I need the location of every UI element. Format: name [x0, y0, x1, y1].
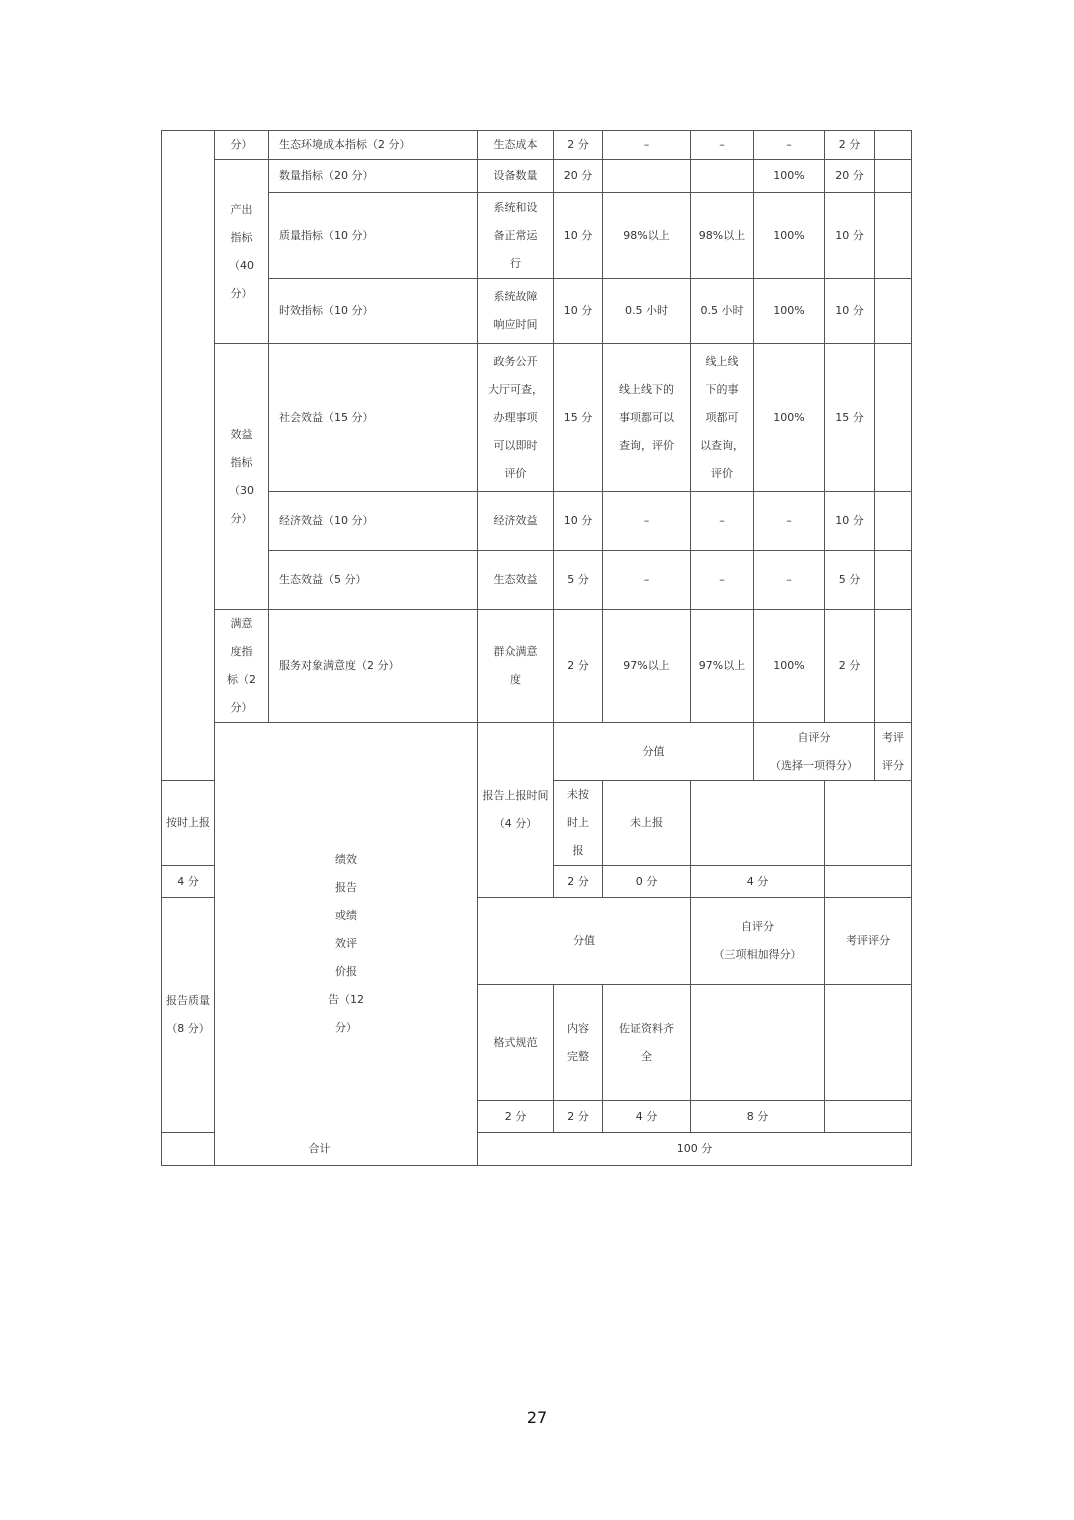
- value-cell: 2 分: [554, 1101, 603, 1133]
- review-score-cell: [875, 492, 912, 551]
- actual-cell: 98%以上: [691, 193, 754, 279]
- table-row: [162, 279, 912, 344]
- review-score-cell: [875, 160, 912, 193]
- table-row: [162, 344, 912, 492]
- option-cell: 按时上报: [162, 781, 215, 866]
- self-score-cell: 4 分: [691, 866, 825, 898]
- total-label-cell: 合计: [162, 1133, 478, 1166]
- self-score-cell: 10 分: [825, 279, 875, 344]
- target-cell: 97%以上: [603, 610, 691, 723]
- self-score-cell: 10 分: [825, 193, 875, 279]
- review-score-cell: [825, 866, 912, 898]
- option-cell: 佐证资料齐 全: [603, 985, 691, 1101]
- actual-cell: –: [691, 492, 754, 551]
- indicator-cell: 数量指标（20 分）: [269, 160, 478, 193]
- indicator-cell: 时效指标（10 分）: [269, 279, 478, 344]
- score-cell: 2 分: [554, 610, 603, 723]
- review-score-header-cell: 考评评分: [825, 898, 912, 985]
- rate-cell: 100%: [754, 610, 825, 723]
- target-cell: –: [603, 551, 691, 610]
- review-score-cell: [825, 985, 912, 1101]
- self-score-cell: 2 分: [825, 131, 875, 160]
- target-cell: –: [603, 492, 691, 551]
- option-cell: 格式规范: [478, 985, 554, 1101]
- table-row: [162, 1133, 912, 1166]
- option-cell: 未上报: [603, 781, 691, 866]
- category-cell: 绩效 报告 或绩 效评 价报 告（12 分）: [215, 723, 478, 1166]
- content-cell: 群众满意 度: [478, 610, 554, 723]
- review-score-header-cell: 考评 评分: [875, 723, 912, 781]
- table-row: [162, 723, 912, 781]
- self-score-cell: 20 分: [825, 160, 875, 193]
- category-cell: 满意 度指 标（2 分）: [215, 610, 269, 723]
- table-row: [162, 492, 912, 551]
- self-score-cell: 10 分: [825, 492, 875, 551]
- indicator-cell: 经济效益（10 分）: [269, 492, 478, 551]
- score-cell: 15 分: [554, 344, 603, 492]
- score-cell: 10 分: [554, 492, 603, 551]
- score-cell: 20 分: [554, 160, 603, 193]
- review-score-cell: [825, 1101, 912, 1133]
- rate-cell: –: [754, 492, 825, 551]
- self-score-cell: 15 分: [825, 344, 875, 492]
- review-score-cell: [875, 344, 912, 492]
- value-cell: 4 分: [162, 866, 215, 898]
- target-cell: –: [603, 131, 691, 160]
- actual-cell: 0.5 小时: [691, 279, 754, 344]
- review-score-cell: [875, 610, 912, 723]
- indicator-cell: 社会效益（15 分）: [269, 344, 478, 492]
- value-header-cell: 分值: [554, 723, 754, 781]
- self-score-cell: 5 分: [825, 551, 875, 610]
- indicator-cell: 报告质量（8 分）: [162, 898, 215, 1133]
- review-score-cell: [875, 193, 912, 279]
- table-row: [162, 131, 912, 160]
- performance-evaluation-table: [161, 130, 912, 1166]
- target-cell: 0.5 小时: [603, 279, 691, 344]
- indicator-cell: 生态环境成本指标（2 分）: [269, 131, 478, 160]
- score-cell: 5 分: [554, 551, 603, 610]
- rate-cell: 100%: [754, 279, 825, 344]
- rate-cell: 100%: [754, 344, 825, 492]
- table-row: [162, 193, 912, 279]
- content-cell: 系统故障 响应时间: [478, 279, 554, 344]
- content-cell: 生态效益: [478, 551, 554, 610]
- self-score-header-cell: 自评分 （三项相加得分）: [691, 898, 825, 985]
- score-cell: 10 分: [554, 279, 603, 344]
- content-cell: 政务公开 大厅可查， 办理事项 可以即时 评价: [478, 344, 554, 492]
- score-cell: 2 分: [554, 131, 603, 160]
- indicator-cell: 生态效益（5 分）: [269, 551, 478, 610]
- rate-cell: 100%: [754, 160, 825, 193]
- review-score-cell: [875, 131, 912, 160]
- actual-cell: [691, 160, 754, 193]
- actual-cell: 线上线 下的事 项都可 以查询， 评价: [691, 344, 754, 492]
- target-cell: [603, 160, 691, 193]
- option-cell: 未按 时上 报: [554, 781, 603, 866]
- review-score-cell: [875, 279, 912, 344]
- category-cell: 产出 指标 （40 分）: [215, 160, 269, 344]
- table-row: [162, 160, 912, 193]
- self-score-cell: 2 分: [825, 610, 875, 723]
- table-cell: [162, 131, 215, 781]
- total-value-cell: 100 分: [478, 1133, 912, 1166]
- value-header-cell: 分值: [478, 898, 691, 985]
- value-cell: 2 分: [478, 1101, 554, 1133]
- category-cell: 效益 指标 （30 分）: [215, 344, 269, 610]
- indicator-cell: 报告上报时间（4 分）: [478, 723, 554, 898]
- rate-cell: –: [754, 131, 825, 160]
- content-cell: 生态成本: [478, 131, 554, 160]
- self-score-header-cell: 自评分 （选择一项得分）: [754, 723, 875, 781]
- table-row: [162, 610, 912, 723]
- rate-cell: 100%: [754, 193, 825, 279]
- actual-cell: 97%以上: [691, 610, 754, 723]
- actual-cell: –: [691, 131, 754, 160]
- value-cell: 0 分: [603, 866, 691, 898]
- review-score-cell: [825, 781, 912, 866]
- content-cell: 设备数量: [478, 160, 554, 193]
- rate-cell: –: [754, 551, 825, 610]
- indicator-cell: 服务对象满意度（2 分）: [269, 610, 478, 723]
- review-score-cell: [875, 551, 912, 610]
- target-cell: 98%以上: [603, 193, 691, 279]
- page-number: 27: [526, 1408, 548, 1427]
- value-cell: 4 分: [603, 1101, 691, 1133]
- value-cell: 2 分: [554, 866, 603, 898]
- self-score-cell: 8 分: [691, 1101, 825, 1133]
- target-cell: 线上线下的 事项都可以 查询，评价: [603, 344, 691, 492]
- content-cell: 系统和设 备正常运 行: [478, 193, 554, 279]
- self-score-cell: [691, 985, 825, 1101]
- actual-cell: –: [691, 551, 754, 610]
- option-cell: 内容 完整: [554, 985, 603, 1101]
- indicator-cell: 质量指标（10 分）: [269, 193, 478, 279]
- self-score-cell: [691, 781, 825, 866]
- category-cell: 分）: [215, 131, 269, 160]
- score-cell: 10 分: [554, 193, 603, 279]
- content-cell: 经济效益: [478, 492, 554, 551]
- table-row: [162, 551, 912, 610]
